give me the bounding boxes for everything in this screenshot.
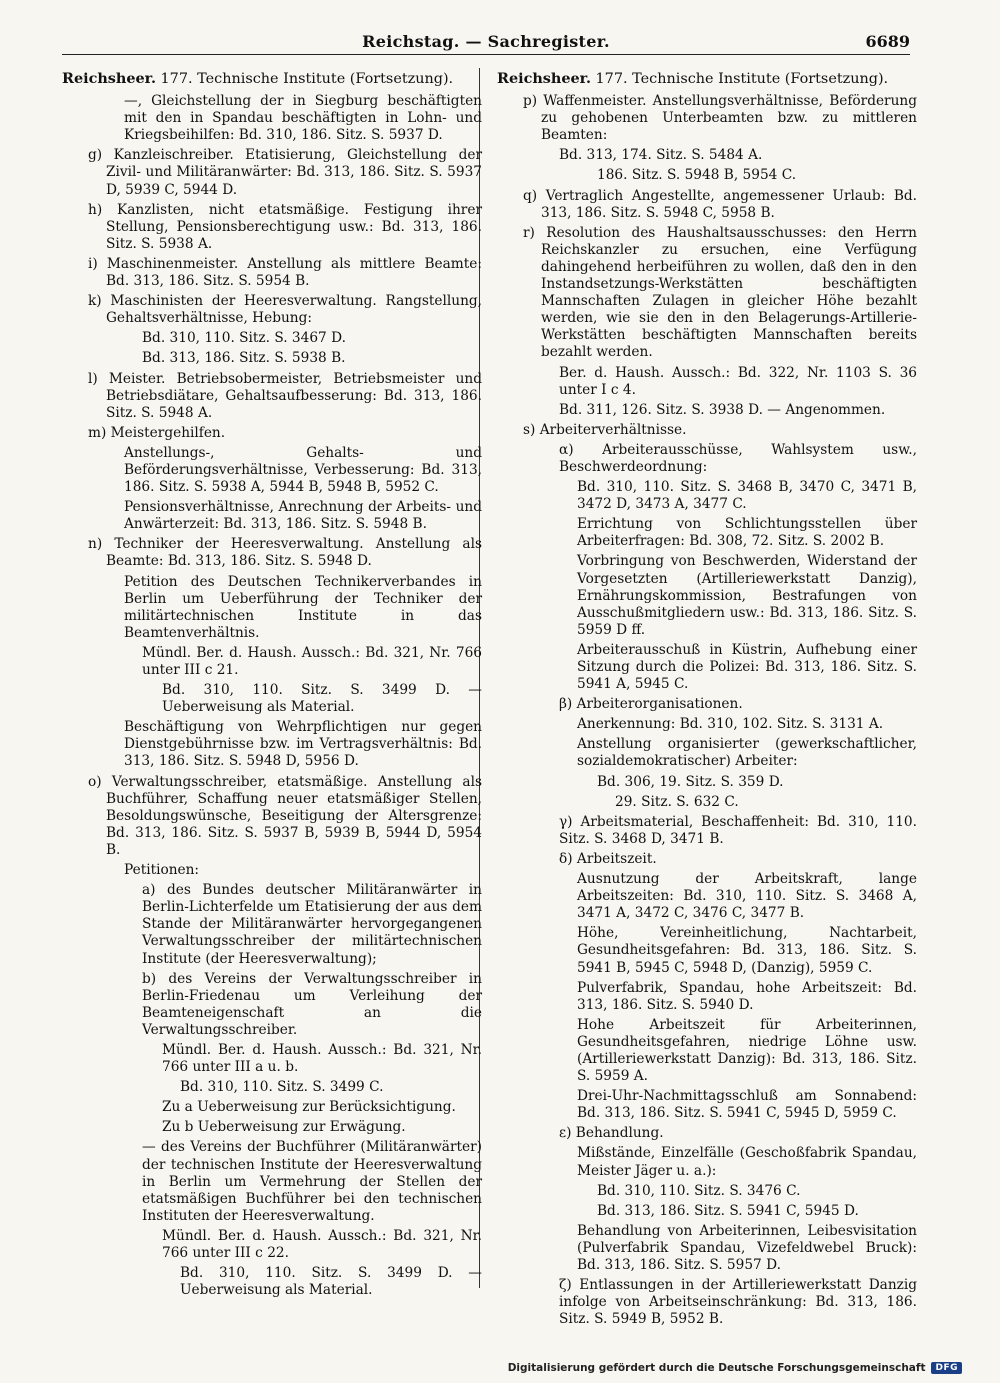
index-entry: h) Kanzlisten, nicht etatsmäßige. Festigung ihrer Stellung, Pensionsberechtigung usw.: Bd. 313, 186. Sitz. S. 5938 A.	[88, 201, 482, 252]
index-entry: l) Meister. Betriebsobermeister, Betriebsmeister und Betriebsdiätare, Gehaltsaufbesserung: Bd. 313, 186. Sitz. S. 5948 A.	[88, 370, 482, 421]
index-entry: Bd. 310, 110. Sitz. S. 3499 D. — Ueberweisung als Material.	[180, 1265, 482, 1299]
index-entry: r) Resolution des Haushaltsausschusses: den Herrn Reichskanzler zu ersuchen, eine Verfügung dahingehend herbeiführen zu wollen, daß den in den Instandsetzungs-Werkstätten beschäftigten Mannschaften Zulagen in gleicher Höhe bezahlt werden, wie sie den in den Belagerungs-Artillerie-Werkstätten beschäftigten Mannschaften bereits bezahlt werden.	[523, 224, 917, 361]
index-entry: a) des Bundes deutscher Militäranwärter in Berlin-Lichterfelde um Etatisierung der aus dem Stande der Militäranwärter hervorgegangenen Verwaltungsschreiber der militärtechnischen Institute (der Heeresverwaltung);	[142, 882, 482, 967]
index-entry: p) Waffenmeister. Anstellungsverhältnisse, Beförderung zu gehobenen Unterbeamten bzw. zu mittleren Beamten:	[523, 93, 917, 144]
index-entry: Bd. 313, 174. Sitz. S. 5484 A.	[559, 147, 763, 164]
index-entry: Bd. 313, 186. Sitz. S. 5941 C, 5945 D.	[597, 1202, 859, 1219]
index-entry: Vorbringung von Beschwerden, Widerstand der Vorgesetzten (Artilleriewerkstatt Danzig), Ernährungskommission, Bestrafungen von Ausschußmitgliedern usw.: Bd. 313, 186. Sitz. S. 5959 D ff.	[577, 553, 917, 638]
index-entry: n) Techniker der Heeresverwaltung. Anstellung als Beamte: Bd. 313, 186. Sitz. S. 5948 D.	[88, 536, 482, 570]
index-entry: Bd. 313, 186. Sitz. S. 5938 B.	[142, 350, 346, 367]
index-entry: δ) Arbeitszeit.	[559, 850, 657, 867]
index-entry: Höhe, Vereinheitlichung, Nachtarbeit, Gesundheitsgefahren: Bd. 313, 186. Sitz. S. 5941 B, 5945 C, 5948 D, (Danzig), 5959 C.	[577, 925, 917, 976]
section-tag: Reichsheer.	[497, 70, 591, 87]
section-tag: Reichsheer.	[62, 70, 156, 87]
index-entry: Mündl. Ber. d. Haush. Aussch.: Bd. 321, Nr. 766 unter III a u. b.	[162, 1041, 482, 1076]
index-entry: Mündl. Ber. d. Haush. Aussch.: Bd. 321, Nr. 766 unter III c 21.	[142, 644, 482, 678]
index-entry: Anerkennung: Bd. 310, 102. Sitz. S. 3131 A.	[577, 716, 884, 733]
index-entry: Bd. 311, 126. Sitz. S. 3938 D. — Angenommen.	[559, 401, 886, 418]
index-entry: Mißstände, Einzelfälle (Geschoßfabrik Spandau, Meister Jäger u. a.):	[577, 1145, 917, 1179]
index-entry: Bd. 310, 110. Sitz. S. 3468 B, 3470 C, 3471 B, 3472 D, 3473 A, 3477 C.	[577, 479, 917, 513]
index-entry: g) Kanzleischreiber. Etatisierung, Gleichstellung der Zivil- und Militäranwärter: Bd. 313, 186. Sitz. S. 5937 D, 5939 C, 5944 D.	[88, 147, 482, 198]
index-entry: —, Gleichstellung der in Siegburg beschäftigten mit den in Spandau beschäftigten in Lohn- und Kriegsbeihilfen: Bd. 310, 186. Sitz. S. 5937 D.	[124, 93, 482, 144]
right-column	[497, 70, 917, 1328]
section-title: 177. Technische Institute (Fortsetzung).	[160, 71, 454, 87]
index-entry: i) Maschinenmeister. Anstellung als mittlere Beamte: Bd. 313, 186. Sitz. S. 5954 B.	[88, 255, 482, 290]
index-entry: Anstellung organisierter (gewerkschaftlicher, sozialdemokratischer) Arbeiter:	[577, 736, 917, 770]
index-entry: Hohe Arbeitszeit für Arbeiterinnen, Gesundheitsgefahren, niedrige Löhne usw. (Artilleriewerkstatt Danzig): Bd. 313, 186. Sitz. S. 5959 A.	[577, 1016, 917, 1085]
running-title: Reichstag. — Sachregister.	[362, 32, 610, 51]
index-entry: ζ) Entlassungen in der Artilleriewerkstatt Danzig infolge von Arbeitseinschränkung: Bd. 313, 186. Sitz. S. 5949 B, 5952 B.	[559, 1277, 917, 1328]
left-column	[62, 70, 482, 1299]
index-entry: ε) Behandlung.	[559, 1125, 664, 1142]
page-number: 6689	[865, 32, 910, 51]
index-entry: Bd. 310, 110. Sitz. S. 3467 D.	[142, 330, 346, 347]
index-entry: Drei-Uhr-Nachmittagsschluß am Sonnabend: Bd. 313, 186. Sitz. S. 5941 C, 5945 D, 5959 C.	[577, 1088, 917, 1122]
index-entry: γ) Arbeitsmaterial, Beschaffenheit: Bd. 310, 110. Sitz. S. 3468 D, 3471 B.	[559, 813, 917, 847]
index-entry: Zu a Ueberweisung zur Berücksichtigung.	[162, 1099, 456, 1116]
index-entry: Bd. 306, 19. Sitz. S. 359 D.	[597, 773, 784, 790]
index-entry: Zu b Ueberweisung zur Erwägung.	[162, 1119, 406, 1136]
index-entry: Arbeiterausschuß in Küstrin, Aufhebung einer Sitzung durch die Polizei: Bd. 313, 186. Sitz. S. 5941 A, 5945 C.	[577, 641, 917, 693]
index-entry: s) Arbeiterverhältnisse.	[523, 421, 687, 438]
index-entry: o) Verwaltungsschreiber, etatsmäßige. Anstellung als Buchführer, Schaffung neuer etatsmäßiger Stellen, Besoldungswünsche, Beseitigung der Altersgrenze: Bd. 313, 186. Sitz. S. 5937 B, 5939 B, 5944 D, 5954 B.	[88, 773, 482, 858]
index-entry: m) Meistergehilfen.	[88, 424, 226, 441]
index-entry: Beschäftigung von Wehrpflichtigen nur gegen Dienstgebührnisse bzw. im Vertragsverhältnis: Bd. 313, 186. Sitz. S. 5948 D, 5956 D.	[124, 719, 482, 770]
index-entry: 186. Sitz. S. 5948 B, 5954 C.	[597, 167, 797, 184]
index-entry: k) Maschinisten der Heeresverwaltung. Rangstellung, Gehaltsverhältnisse, Hebung:	[88, 293, 482, 327]
index-entry: — des Vereins der Buchführer (Militäranwärter) der technischen Institute der Heeresverwaltung in Berlin um Vermehrung der Stellen der etatsmäßigen Buchführer bei den technischen Instituten der Heeresverwaltung.	[142, 1139, 482, 1224]
index-entry: Errichtung von Schlichtungsstellen über Arbeiterfragen: Bd. 308, 72. Sitz. S. 2002 B.	[577, 516, 917, 550]
right-column-body	[497, 93, 917, 1328]
index-entry: Bd. 310, 110. Sitz. S. 3499 C.	[180, 1079, 384, 1096]
index-entry: q) Vertraglich Angestellte, angemessener Urlaub: Bd. 313, 186. Sitz. S. 5948 C, 5958 B.	[523, 187, 917, 221]
index-entry: Ber. d. Haush. Aussch.: Bd. 322, Nr. 1103 S. 36 unter I c 4.	[559, 364, 917, 398]
index-entry: Pensionsverhältnisse, Anrechnung der Arbeits- und Anwärterzeit: Bd. 313, 186. Sitz. S. 5948 B.	[124, 499, 482, 533]
index-entry: Behandlung von Arbeiterinnen, Leibesvisitation (Pulverfabrik Spandau, Vizefeldwebel Bruck): Bd. 313, 186. Sitz. S. 5957 D.	[577, 1222, 917, 1273]
footer-credit: Digitalisierung gefördert durch die Deutsche Forschungsgemeinschaft	[507, 1362, 926, 1374]
index-entry: Pulverfabrik, Spandau, hohe Arbeitszeit: Bd. 313, 186. Sitz. S. 5940 D.	[577, 979, 917, 1013]
index-entry: Anstellungs-, Gehalts- und Beförderungsverhältnisse, Verbesserung: Bd. 313, 186. Sitz. S. 5938 A, 5944 B, 5948 B, 5952 C.	[124, 444, 482, 496]
index-entry: Petitionen:	[124, 862, 200, 879]
left-column-body	[62, 93, 482, 1299]
index-entry: β) Arbeiterorganisationen.	[559, 696, 743, 713]
index-entry: Petition des Deutschen Technikerverbandes in Berlin um Ueberführung der Techniker der militärtechnischen Institute in das Beamtenverhältnis.	[124, 573, 482, 641]
page-footer	[508, 1362, 962, 1374]
index-entry: Mündl. Ber. d. Haush. Aussch.: Bd. 321, Nr. 766 unter III c 22.	[162, 1227, 482, 1261]
left-column-heading	[62, 70, 482, 88]
right-column-heading	[497, 70, 917, 88]
page-header	[62, 30, 910, 55]
index-entry: b) des Vereins der Verwaltungsschreiber in Berlin-Friedenau um Verleihung der Beamteneigenschaft an die Verwaltungsschreiber.	[142, 970, 482, 1038]
dfg-logo-icon: DFG	[931, 1362, 962, 1374]
index-entry: Bd. 310, 110. Sitz. S. 3476 C.	[597, 1182, 801, 1199]
index-entry: Bd. 310, 110. Sitz. S. 3499 D. — Ueberweisung als Material.	[162, 682, 482, 716]
index-entry: Ausnutzung der Arbeitskraft, lange Arbeitszeiten: Bd. 310, 110. Sitz. S. 3468 A, 3471 A, 3472 C, 3476 C, 3477 B.	[577, 871, 917, 922]
index-entry: 29. Sitz. S. 632 C.	[615, 793, 739, 810]
section-title: 177. Technische Institute (Fortsetzung).	[595, 71, 889, 87]
index-entry: α) Arbeiterausschüsse, Wahlsystem usw., Beschwerdeordnung:	[559, 441, 917, 475]
